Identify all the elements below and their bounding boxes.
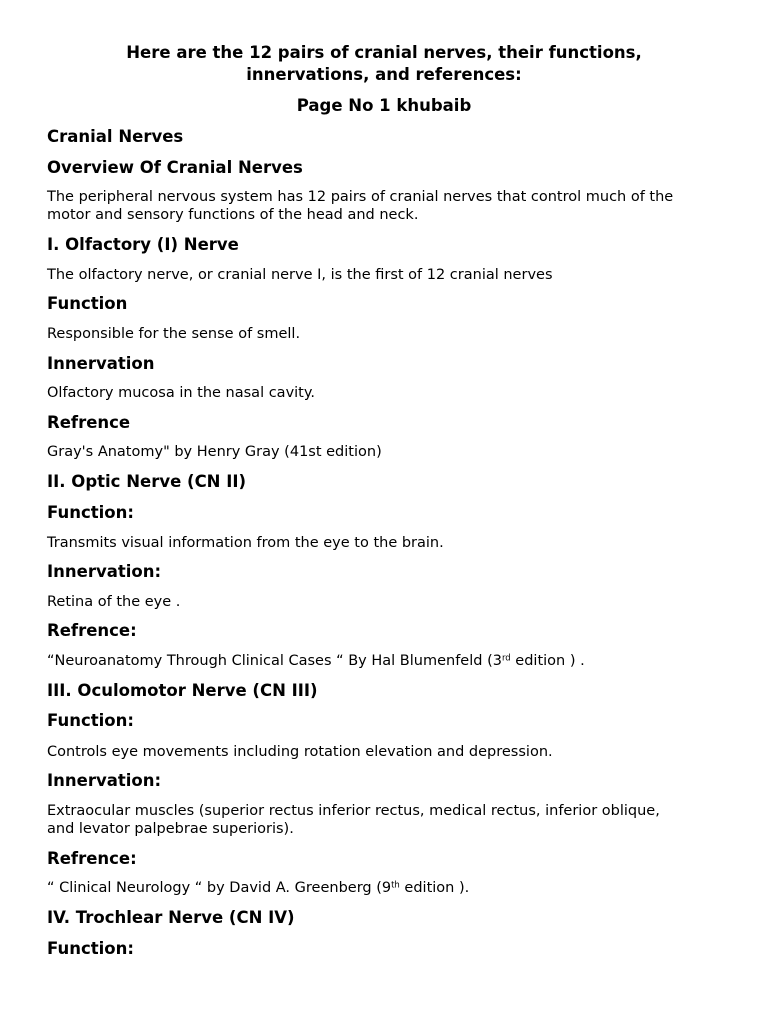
innervation-text-optic: Retina of the eye . bbox=[47, 594, 181, 610]
function-heading-oculomotor: Function: bbox=[47, 711, 134, 730]
document-title-line-2: innervations, and references: bbox=[246, 65, 522, 84]
reference-heading-olfactory: Refrence bbox=[47, 413, 131, 432]
function-heading-optic: Function: bbox=[47, 503, 134, 522]
overview-text-line-1: The peripheral nervous system has 12 pairs of cranial nerves that control much of the bbox=[47, 189, 674, 205]
function-text-olfactory: Responsible for the sense of smell. bbox=[47, 326, 301, 342]
function-heading-trochlear: Function: bbox=[47, 939, 134, 958]
reference-text-olfactory: Gray's Anatomy" by Henry Gray (41st edition) bbox=[47, 444, 382, 460]
page-label: Page No 1 khubaib bbox=[296, 96, 472, 115]
reference-text-optic bbox=[47, 652, 585, 671]
innervation-heading-oculomotor: Innervation: bbox=[47, 771, 162, 790]
overview-heading: Overview Of Cranial Nerves bbox=[47, 158, 303, 177]
nerve-heading-trochlear: IV. Trochlear Nerve (CN IV) bbox=[47, 908, 295, 927]
function-heading-olfactory: Function bbox=[47, 294, 128, 313]
nerve-heading-oculomotor: III. Oculomotor Nerve (CN III) bbox=[47, 681, 318, 700]
nerve-heading-olfactory: I. Olfactory (I) Nerve bbox=[47, 235, 239, 254]
reference-heading-oculomotor: Refrence: bbox=[47, 849, 137, 868]
innervation-text-olfactory: Olfactory mucosa in the nasal cavity. bbox=[47, 385, 315, 401]
innervation-heading-optic: Innervation: bbox=[47, 562, 162, 581]
reference-text-oculomotor bbox=[47, 879, 469, 898]
nerve-heading-optic: II. Optic Nerve (CN II) bbox=[47, 472, 247, 491]
ordinal-suffix: rd bbox=[501, 653, 511, 664]
function-text-optic: Transmits visual information from the eye to the brain. bbox=[47, 535, 444, 551]
innervation-text-oculomotor-line-2: and levator palpebrae superioris). bbox=[47, 821, 294, 837]
overview-text-line-2: motor and sensory functions of the head and neck. bbox=[47, 207, 419, 223]
reference-text-oculomotor-end: edition ). bbox=[399, 880, 470, 896]
ordinal-suffix: th bbox=[391, 880, 400, 891]
document-title-line-1: Here are the 12 pairs of cranial nerves, their functions, bbox=[126, 43, 642, 62]
reference-text-oculomotor-main: “ Clinical Neurology “ by David A. Greenberg (9 bbox=[47, 880, 392, 896]
function-text-oculomotor: Controls eye movements including rotation elevation and depression. bbox=[47, 744, 553, 760]
innervation-text-oculomotor-line-1: Extraocular muscles (superior rectus inferior rectus, medical rectus, inferior oblique, bbox=[47, 803, 660, 819]
reference-text-optic-main: “Neuroanatomy Through Clinical Cases “ By Hal Blumenfeld (3 bbox=[47, 653, 502, 669]
reference-text-optic-end: edition ) . bbox=[510, 653, 585, 669]
nerve-intro-olfactory: The olfactory nerve, or cranial nerve I, is the first of 12 cranial nerves bbox=[47, 267, 553, 283]
reference-heading-optic: Refrence: bbox=[47, 621, 137, 640]
section-heading: Cranial Nerves bbox=[47, 127, 184, 146]
innervation-heading-olfactory: Innervation bbox=[47, 354, 155, 373]
